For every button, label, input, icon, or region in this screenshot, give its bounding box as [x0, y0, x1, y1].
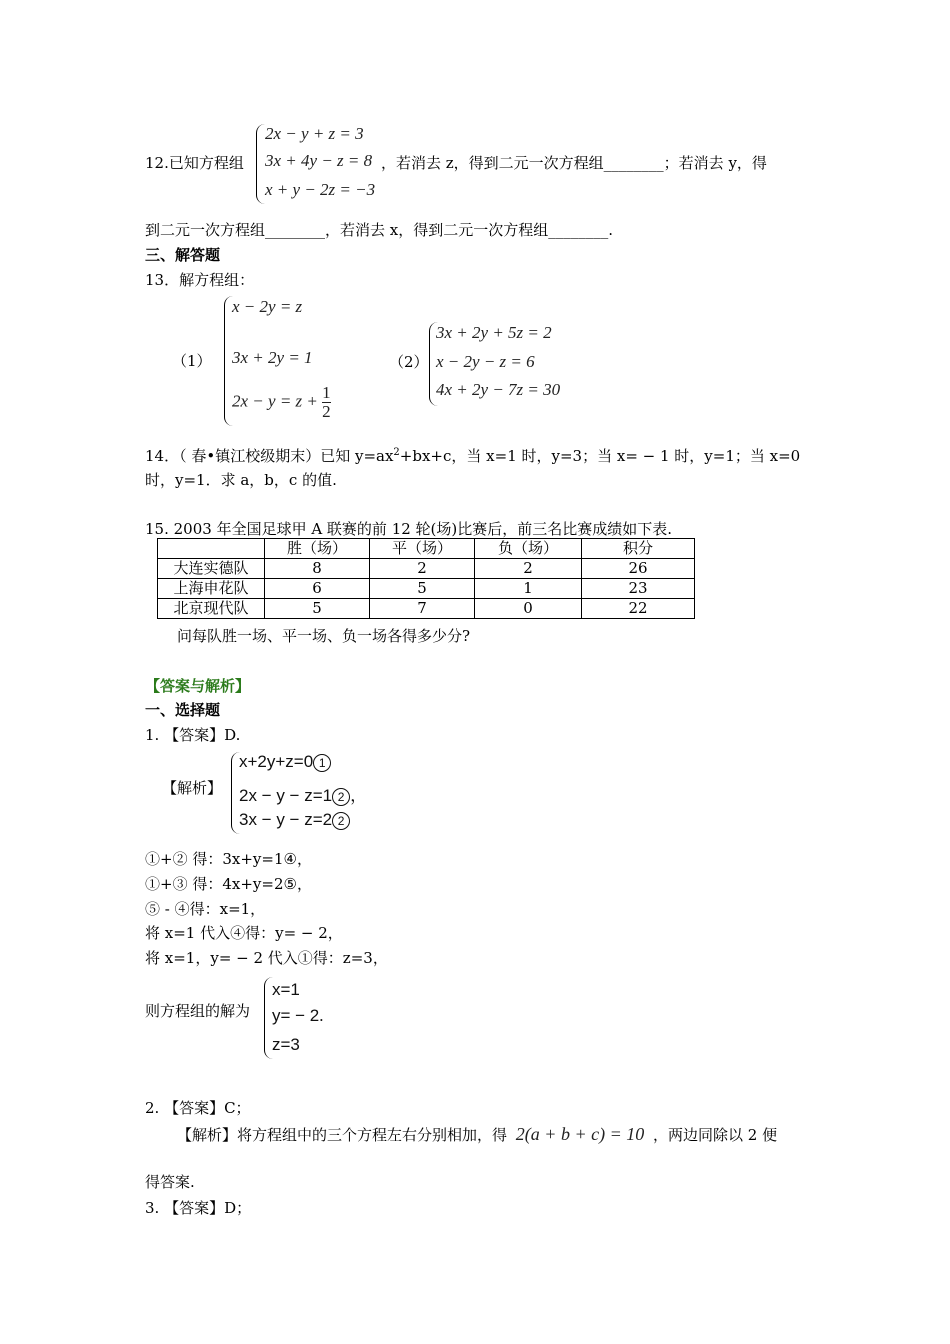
q14-sup: 2 — [393, 447, 400, 458]
q12-eq1: 2x − y + z = 3 — [265, 124, 364, 143]
table-cell: 26 — [582, 559, 695, 579]
a3-answer: 3. 【答案】D； — [145, 1199, 252, 1217]
a2-analysis — [177, 1124, 777, 1145]
table-cell: 6 — [265, 579, 370, 599]
answers-heading: 【答案与解析】 — [145, 677, 251, 695]
table-header-cell: 负（场） — [475, 539, 582, 559]
table-row — [158, 559, 695, 579]
a1-eq2 — [239, 781, 367, 806]
a1-step5: 将 x=1，y= − 2 代入①得：z=3， — [145, 949, 388, 967]
q14-line2: 时，y=1．求 a，b，c 的值. — [145, 471, 337, 489]
q14-line1 — [145, 445, 800, 466]
table-cell: 上海申花队 — [158, 579, 265, 599]
a2-formula: 2(a + b + c) = 10 — [515, 1124, 645, 1144]
table-cell: 8 — [265, 559, 370, 579]
a1-step3: ⑤ - ④得：x=1， — [145, 900, 266, 918]
a1-eq-comma: ， — [350, 786, 368, 805]
table-cell: 1 — [475, 579, 582, 599]
table-header-cell: 胜（场） — [265, 539, 370, 559]
q13-p1-frac-num: 1 — [322, 383, 331, 402]
a2-analysis-b: ，两边同除以 2 便 — [653, 1126, 778, 1144]
score-table — [157, 538, 695, 619]
a1-sol2-text: y= − 2 — [272, 1006, 320, 1025]
a1-eq3 — [239, 810, 350, 830]
table-header-row — [158, 539, 695, 559]
table-cell: 0 — [475, 599, 582, 619]
a1-sol2 — [272, 1006, 324, 1026]
q13-p1-eq2: 3x + 2y = 1 — [232, 348, 313, 367]
a1-step2: ①+③ 得：4x+y=2⑤， — [145, 875, 312, 893]
a1-eq1-mark: 1 — [313, 754, 331, 772]
a2-answer: 2. 【答案】C； — [145, 1099, 251, 1117]
a2-analysis-a: 【解析】将方程组中的三个方程左右分别相加，得 — [177, 1126, 508, 1144]
q12-prefix: 12.已知方程组 — [145, 154, 244, 172]
q13-p1-label: （1） — [172, 352, 212, 370]
a1-sol-period: . — [319, 1006, 324, 1025]
a1-answer: 1. 【答案】D. — [145, 726, 241, 744]
q13-p1-frac-den: 2 — [322, 402, 331, 421]
a1-eq2-text: 2x − y − z=1 — [239, 786, 333, 805]
table-cell: 5 — [370, 579, 475, 599]
table-cell: 7 — [370, 599, 475, 619]
a1-step1: ①+② 得：3x+y=1④， — [145, 850, 312, 868]
q15-title: 15. 2003 年全国足球甲 A 联赛的前 12 轮(场)比赛后，前三名比赛成绩如下表. — [145, 520, 673, 538]
a1-eq2-mark: 2 — [332, 788, 350, 806]
table-cell: 22 — [582, 599, 695, 619]
answers-section-1: 一、选择题 — [145, 701, 221, 719]
table-cell: 2 — [475, 559, 582, 579]
table-cell: 23 — [582, 579, 695, 599]
q13-title: 13．解方程组： — [145, 271, 255, 289]
a1-analysis-label: 【解析】 — [162, 779, 223, 797]
a1-sol1: x=1 — [272, 980, 300, 999]
q13-p1-eq1: x − 2y = z — [232, 297, 303, 316]
table-cell: 大连实德队 — [158, 559, 265, 579]
table-row — [158, 579, 695, 599]
q13-p2-eq1: 3x + 2y + 5z = 2 — [436, 323, 552, 342]
table-row — [158, 599, 695, 619]
q13-p1-fraction — [322, 384, 331, 421]
a1-eq1 — [239, 752, 331, 772]
q14-line1-a: 14．（ 春•镇江校级期末）已知 y=ax — [145, 447, 394, 465]
table-cell: 5 — [265, 599, 370, 619]
table-header-cell: 积分 — [582, 539, 695, 559]
a1-eq3-mark: 2 — [332, 812, 350, 830]
table-header-cell: 平（场） — [370, 539, 475, 559]
q13-p1-eq3-left: 2x − y = z + — [232, 391, 318, 411]
q13-p2-label: （2） — [389, 353, 429, 371]
q12-brace — [256, 124, 265, 204]
q12-text-b: 到二元一次方程组________，若消去 x，得到二元一次方程组________. — [145, 221, 613, 239]
a2-analysis-c: 得答案. — [145, 1173, 195, 1191]
a1-eq3-text: 3x − y − z=2 — [239, 810, 333, 829]
table-cell: 北京现代队 — [158, 599, 265, 619]
a1-sol3: z=3 — [272, 1035, 300, 1054]
q15-question: 问每队胜一场、平一场、负一场各得多少分? — [177, 627, 471, 645]
a1-eq1-text: x+2y+z=0 — [239, 752, 314, 771]
section-3-title: 三、解答题 — [145, 246, 221, 264]
q12-eq2: 3x + 4y − z = 8 — [265, 151, 373, 170]
q13-p1-eq3 — [232, 384, 331, 421]
q12-eq3: x + y − 2z = −3 — [265, 180, 376, 199]
a1-step4: 将 x=1 代入④得：y= − 2， — [145, 924, 343, 942]
a1-solution-label: 则方程组的解为 — [145, 1002, 251, 1020]
q13-p2-eq2: x − 2y − z = 6 — [436, 352, 535, 371]
table-header-cell — [158, 539, 265, 559]
q14-line1-b: +bx+c，当 x=1 时，y=3；当 x= − 1 时，y=1；当 x=0 — [399, 447, 801, 465]
table-cell: 2 — [370, 559, 475, 579]
q13-p2-eq3: 4x + 2y − 7z = 30 — [436, 380, 561, 399]
q12-text-a: ，若消去 z，得到二元一次方程组________；若消去 y，得 — [381, 154, 767, 172]
